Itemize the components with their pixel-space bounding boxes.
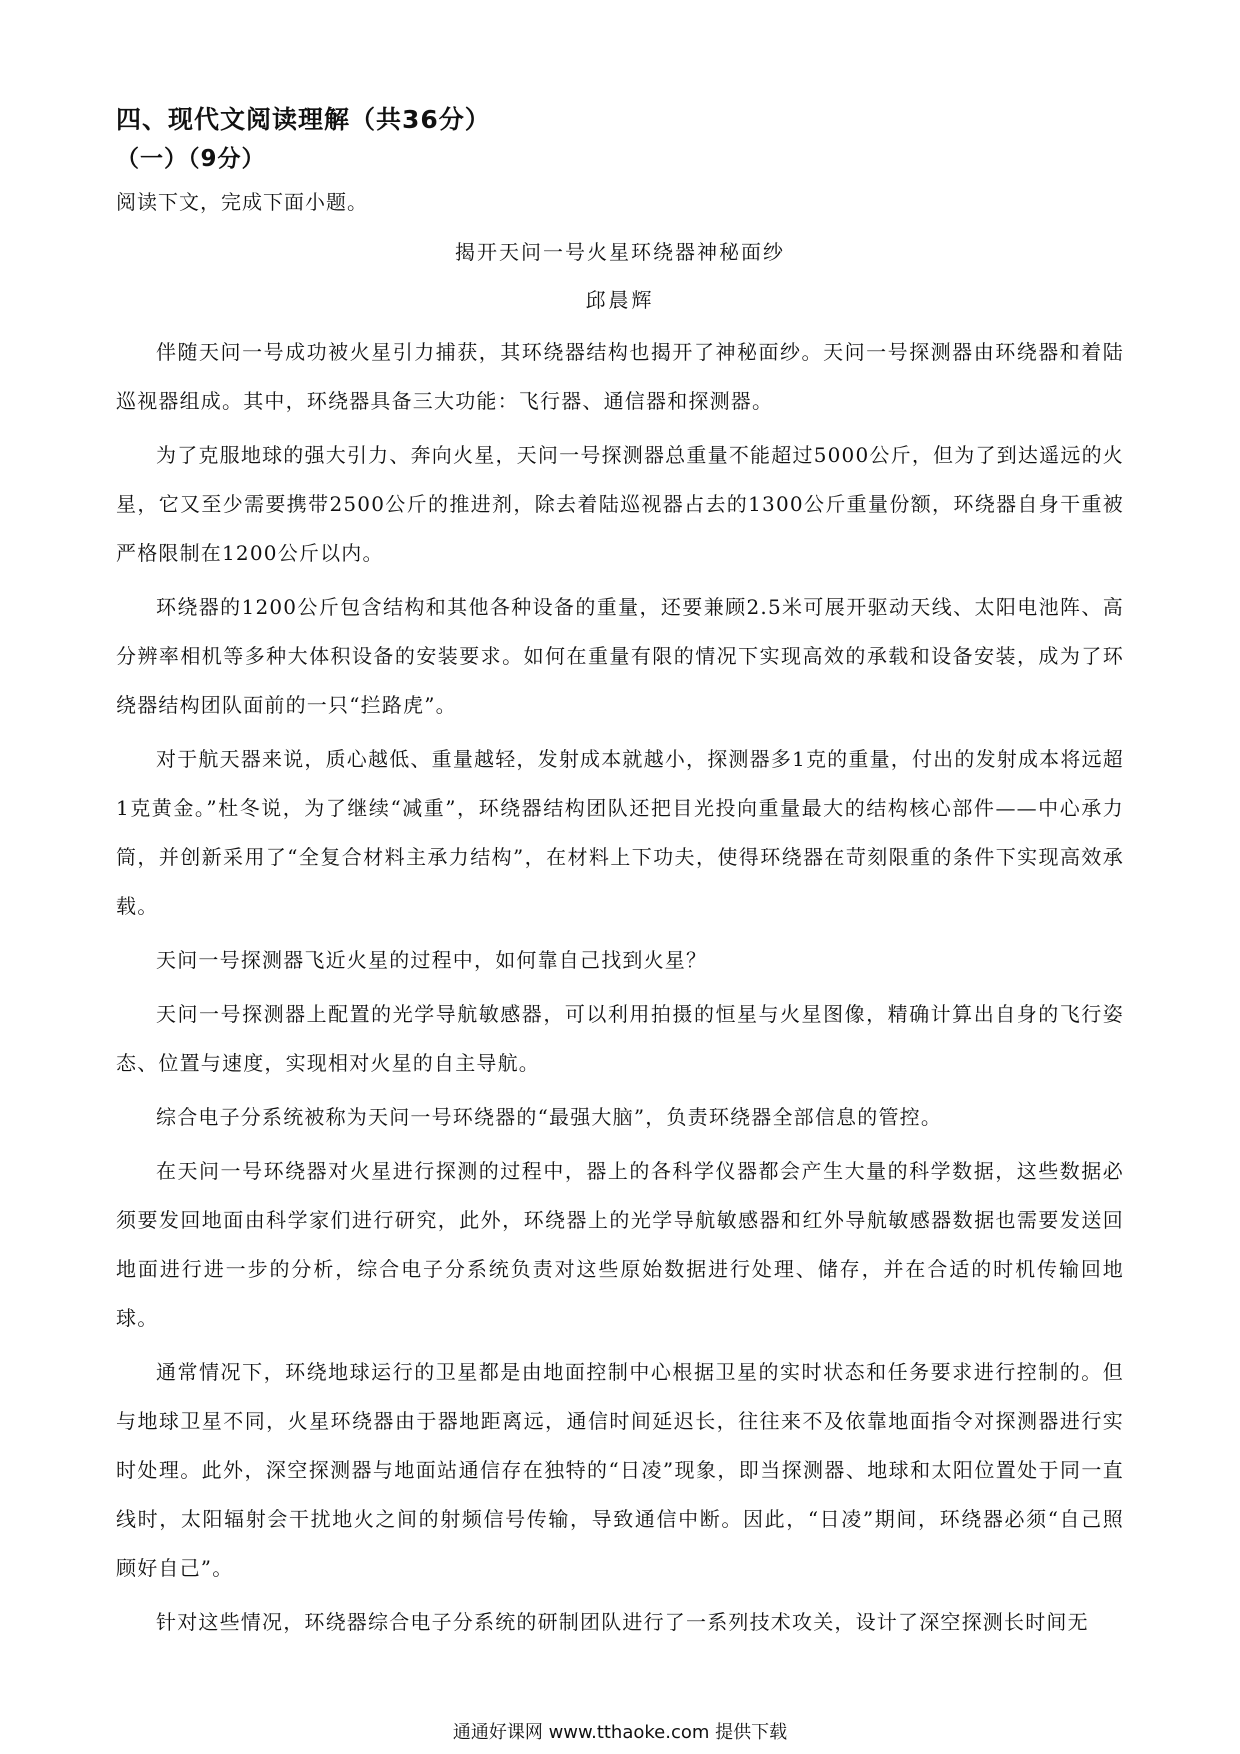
article-body xyxy=(116,328,1124,1652)
reading-instruction: 阅读下文，完成下面小题。 xyxy=(116,190,368,214)
article-paragraph: 环绕器的1200公斤包含结构和其他各种设备的重量，还要兼顾2.5米可展开驱动天线、太阳电池阵、高分辨率相机等多种大体积设备的安装要求。如何在重量有限的情况下实现高效的承载和设备安装，成为了环绕器结构团队面前的一只“拦路虎”。 xyxy=(116,595,1124,717)
article-paragraph: 天问一号探测器飞近火星的过程中，如何靠自己找到火星？ xyxy=(156,948,708,972)
article-paragraph: 为了克服地球的强大引力、奔向火星，天问一号探测器总重量不能超过5000公斤，但为了到达遥远的火星，它又至少需要携带2500公斤的推进剂，除去着陆巡视器占去的1300公斤重量份额，环绕器自身干重被严格限制在1200公斤以内。 xyxy=(116,443,1124,565)
article-paragraph: 伴随天问一号成功被火星引力捕获，其环绕器结构也揭开了神秘面纱。天问一号探测器由环绕器和着陆巡视器组成。其中，环绕器具备三大功能：飞行器、通信器和探测器。 xyxy=(116,340,1124,413)
section-heading: 四、现代文阅读理解（共36分） xyxy=(116,105,491,134)
article-paragraph: 综合电子分系统被称为天问一号环绕器的“最强大脑”，负责环绕器全部信息的管控。 xyxy=(156,1105,943,1129)
article-paragraph: 对于航天器来说，质心越低、重量越轻，发射成本就越小，探测器多1克的重量，付出的发射成本将远超1克黄金。”杜冬说，为了继续“减重”，环绕器结构团队还把目光投向重量最大的结构核心部件——中心承力筒，并创新采用了“全复合材料主承力结构”，在材料上下功夫，使得环绕器在苛刻限重的条件下实现高效承载。 xyxy=(116,747,1124,918)
page-footer: 通通好课网 www.tthaoke.com 提供下载 xyxy=(452,1722,788,1743)
article-paragraph: 在天问一号环绕器对火星进行探测的过程中，器上的各科学仪器都会产生大量的科学数据，这些数据必须要发回地面由科学家们进行研究，此外，环绕器上的光学导航敏感器和红外导航敏感器数据也需要发送回地面进行进一步的分析，综合电子分系统负责对这些原始数据进行处理、储存，并在合适的时机传输回地球。 xyxy=(116,1159,1124,1330)
article-paragraph: 通常情况下，环绕地球运行的卫星都是由地面控制中心根据卫星的实时状态和任务要求进行控制的。但与地球卫星不同，火星环绕器由于器地距离远，通信时间延迟长，往往来不及依靠地面指令对探测器进行实时处理。此外，深空探测器与地面站通信存在独特的“日凌”现象，即当探测器、地球和太阳位置处于同一直线时，太阳辐射会干扰地火之间的射频信号传输，导致通信中断。因此，“日凌”期间，环绕器必须“自己照顾好自己”。 xyxy=(116,1360,1124,1580)
sub-heading: （一）（9分） xyxy=(116,146,266,172)
article-title: 揭开天问一号火星环绕器神秘面纱 xyxy=(455,240,785,264)
article-paragraph: 针对这些情况，环绕器综合电子分系统的研制团队进行了一系列技术攻关，设计了深空探测长时间无 xyxy=(156,1610,1089,1634)
article-paragraph: 天问一号探测器上配置的光学导航敏感器，可以利用拍摄的恒星与火星图像，精确计算出自身的飞行姿态、位置与速度，实现相对火星的自主导航。 xyxy=(116,1002,1124,1075)
article-author: 邱晨辉 xyxy=(585,288,655,312)
